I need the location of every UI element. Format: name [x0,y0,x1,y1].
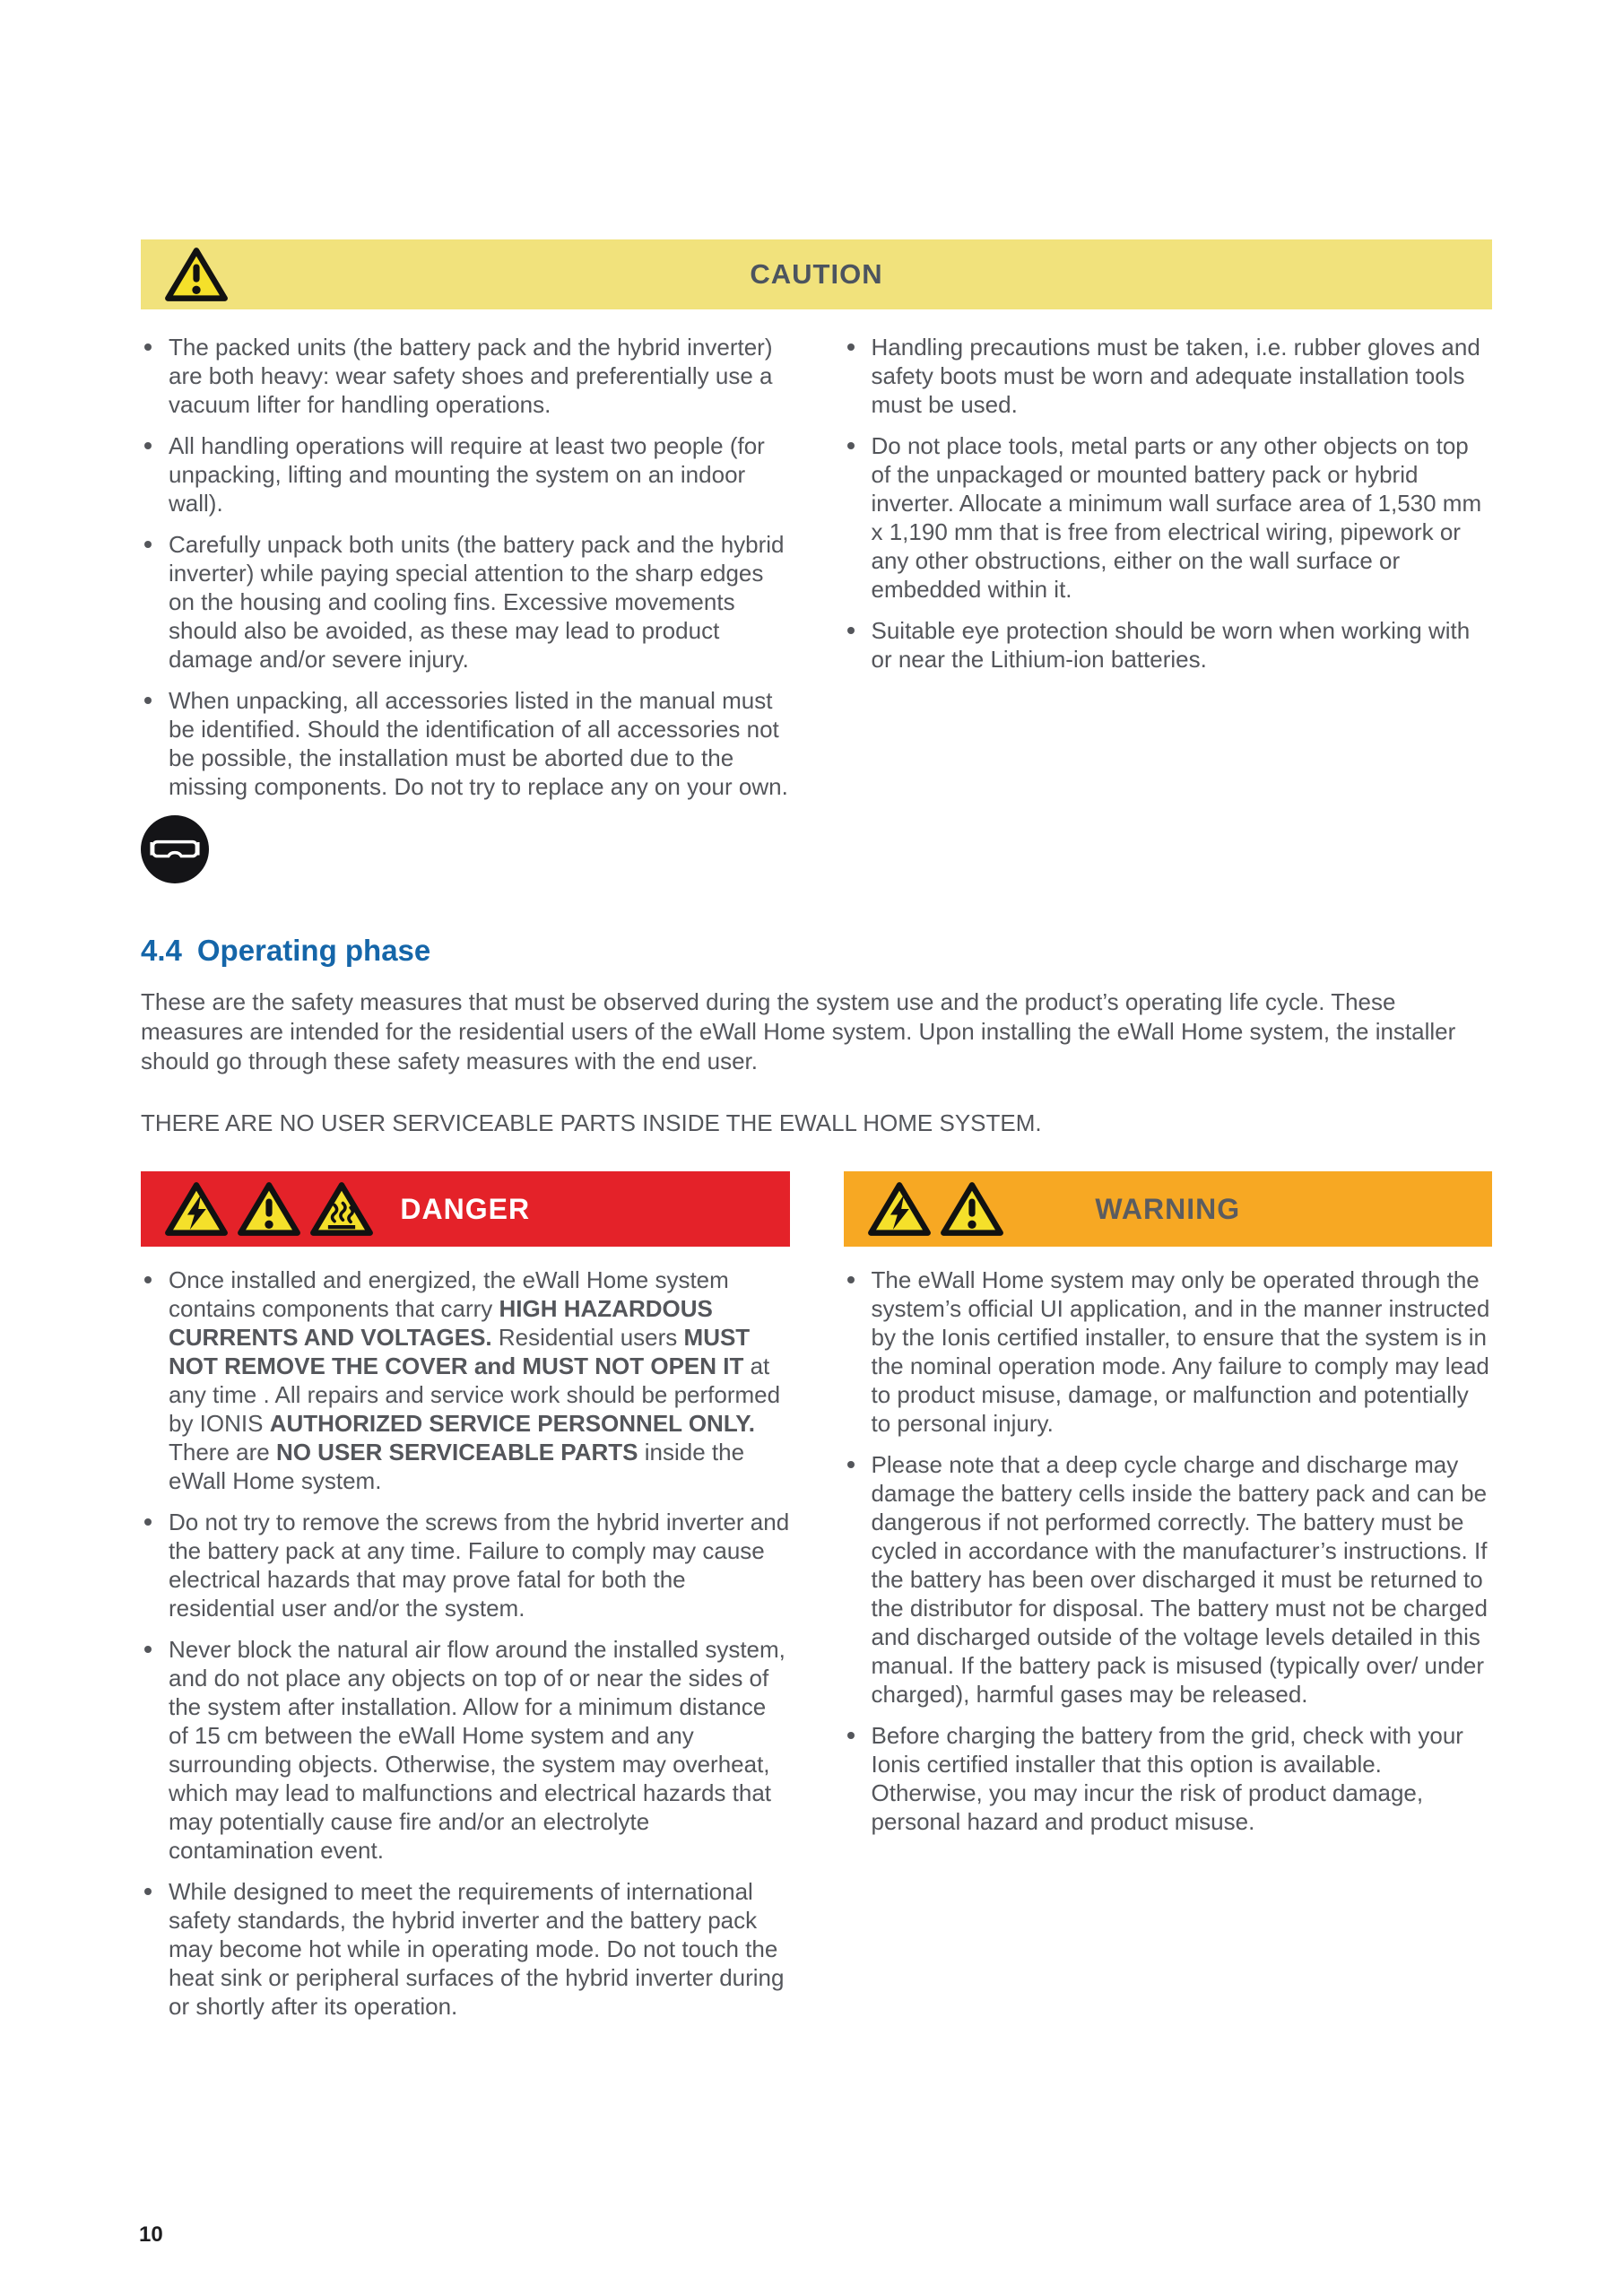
danger-title: DANGER [400,1192,531,1225]
bullet-item: Before charging the battery from the grid, check with your Ionis certified installer that this option is available. Otherwise, you may incur the risk of product damage, personal hazard and product misuse. [844,1721,1493,1836]
bullet-item: Suitable eye protection should be worn when working with or near the Lithium-ion batteries. [844,616,1493,674]
caution-banner-icons [164,246,229,303]
bullet-item: The eWall Home system may only be operated through the system’s official UI application, and in the manner instructed by the Ionis certified installer, to ensure that the system is in the nominal operation mode. Any failure to comply may lead to product misuse, damage, or malfunction and potentially to personal injury. [844,1265,1493,1438]
no-serviceable-parts-notice: THERE ARE NO USER SERVICEABLE PARTS INSIDE THE EWALL HOME SYSTEM. [141,1109,1042,1136]
hot-surface-triangle-icon [309,1179,374,1239]
page-content [141,239,1492,2021]
bullet-item: Never block the natural air flow around the installed system, and do not place any objects on top of or near the sides of the system after installation. Allow for a minimum distance of 15 cm between the eWall Home system and any surrounding objects. Otherwise, the system may overheat, which may lead to malfunctions and electrical hazards that may potentially cause fire and/or an electrolyte contamination event. [141,1635,790,1865]
bullet-item: Once installed and energized, the eWall Home system contains components that carry HIGH HAZARDOUS CURRENTS AND VOLTAGES. Residential users MUST NOT REMOVE THE COVER and MUST NOT OPEN IT at any time . All repairs and service work should be performed by IONIS AUTHORIZED SERVICE PERSONNEL ONLY. There are NO USER SERVICEABLE PARTS inside the eWall Home system. [141,1265,790,1495]
warning-list [844,1265,1493,1836]
section-intro: These are the safety measures that must be observed during the system use and the product’s operating life cycle. These measures are intended for the residential users of the eWall Home system. Upon installing the eWall Home system, the installer should go through these safety measures with the end user. [141,988,1456,1074]
caution-columns [141,333,1492,883]
bullet-item: Do not place tools, metal parts or any other objects on top of the unpackaged or mounted battery pack or hybrid inverter. Allocate a minimum wall surface area of 1,530 mm x 1,190 mm that is free from electrical wiring, pipework or any other obstructions, either on the wall surface or embedded within it. [844,431,1493,604]
danger-banner-icons [164,1179,374,1239]
bullet-item: All handling operations will require at least two people (for unpacking, lifting and mounting the system on an indoor wall). [141,431,790,517]
bullet-item: Handling precautions must be taken, i.e. rubber gloves and safety boots must be worn and adequate installation tools must be used. [844,333,1493,419]
bullet-item: Please note that a deep cycle charge and discharge may damage the battery cells inside the battery pack and can be dangerous if not performed correctly. The battery must be cycled in accordance with the manufacturer’s instructions. If the battery has been over discharged it must be returned to the distributor for disposal. The battery must not be charged and discharged outside of the voltage levels detailed in this manual. If the battery pack is misused (typically over/ under charged), harmful gases may be released. [844,1450,1493,1709]
danger-list [141,1265,790,2021]
page-number: 10 [139,2222,163,2247]
section-heading [141,934,1492,968]
bullet-item: When unpacking, all accessories listed in the manual must be identified. Should the identification of all accessories not be possible, the installation must be aborted due to the missing components. Do not try to replace any on your own. [141,686,790,801]
bullet-item: While designed to meet the requirements of international safety standards, the hybrid inverter and the battery pack may become hot while in operating mode. Do not touch the heat sink or peripheral surfaces of the hybrid inverter during or shortly after its operation. [141,1877,790,2021]
danger-banner [141,1171,790,1247]
warning-banner [844,1171,1493,1247]
goggles-icon-wrap [141,815,790,883]
electric-shock-triangle-icon [867,1179,932,1239]
caution-right-list [844,333,1493,674]
bullet-item: Do not try to remove the screws from the hybrid inverter and the battery pack at any time. Failure to comply may cause electrical hazards that may prove fatal for both the residential user and/or the system. [141,1508,790,1622]
danger-column [141,1171,790,2021]
caution-right-column [844,333,1493,883]
section-number: 4.4 [141,934,182,967]
caution-banner [141,239,1492,309]
caution-left-list [141,333,790,801]
warning-title: WARNING [1095,1192,1241,1225]
general-warning-triangle-icon [164,246,229,303]
bullet-item: Carefully unpack both units (the battery pack and the hybrid inverter) while paying special attention to the sharp edges on the housing and cooling fins. Excessive movements should also be avoided, as these may lead to product damage and/or severe injury. [141,530,790,674]
warning-column [844,1171,1493,2021]
alert-row [141,1171,1492,2021]
safety-goggles-icon [141,815,209,883]
caution-title: CAUTION [750,258,883,290]
caution-left-column [141,333,790,883]
warning-banner-icons [867,1179,1004,1239]
general-warning-triangle-icon [940,1179,1004,1239]
general-warning-triangle-icon [237,1179,301,1239]
bullet-item: The packed units (the battery pack and the hybrid inverter) are both heavy: wear safety shoes and preferentially use a vacuum lifter for handling operations. [141,333,790,419]
section-title: Operating phase [196,934,431,967]
electric-shock-triangle-icon [164,1179,229,1239]
